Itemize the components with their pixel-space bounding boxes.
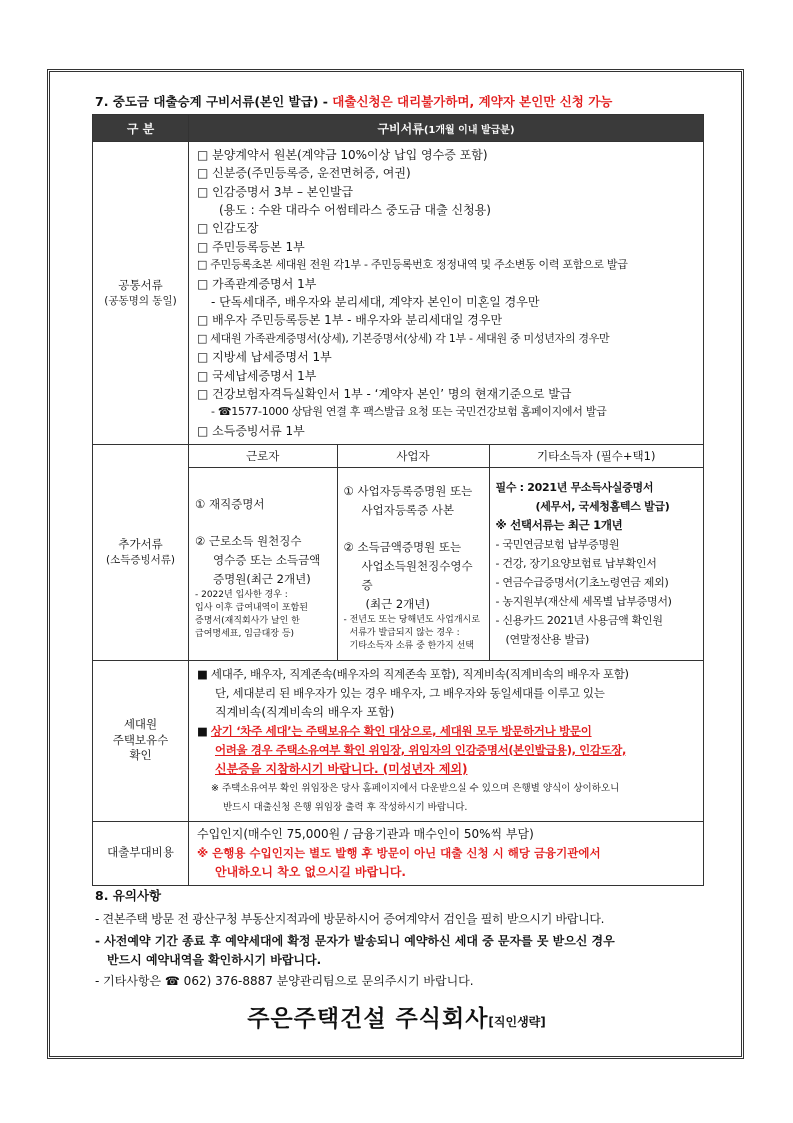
list-item: □ 분양계약서 원본(계약금 10%이상 납입 영수증 포함) [197, 147, 488, 162]
header-documents: 구비서류(1개월 이내 발급분) [189, 115, 704, 142]
section-8-title: 8. 유의사항 [95, 888, 162, 903]
income-content-row [189, 468, 703, 660]
notice-line: - 사전예약 기간 종료 후 예약세대에 확정 문자가 발송되니 예약하신 세대 중 문자를 못 받으신 경우 [95, 934, 615, 948]
row-household [93, 660, 704, 821]
notice-line: - 기타사항은 ☎ 062) 376-8887 분양관리팀으로 문의주시기 바랍니다. [95, 974, 474, 988]
list-item: - 연금수급증명서(기초노령연금 제외) [495, 576, 669, 590]
section-7-warning: 대출신청은 대리불가하며, 계약자 본인만 신청 가능 [332, 94, 613, 109]
list-item: - 농지원부(재산세 세목별 납부증명서) [495, 595, 672, 609]
col-other: 기타소득자 (필수+택1) [489, 445, 703, 468]
list-item: □ 소득증빙서류 1부 [197, 423, 305, 438]
list-item: □ 가족관계증명서 1부 [197, 276, 317, 291]
common-label-cell: 공통서류 (공동명의 동일) [93, 142, 189, 445]
list-item: - 단독세대주, 배우자와 분리세대, 계약자 본인이 미혼일 경우만 [211, 295, 540, 309]
col-business: 사업자 [337, 445, 489, 468]
list-item: □ 배우자 주민등록등본 1부 - 배우자와 분리세대일 경우만 [197, 313, 503, 328]
household-content: ■ 세대주, 배우자, 직계존속(배우자의 직계존속 포함), 직계비속(직계비속의 배우자 포함) 단, 세대분리 된 배우자가 있는 경우 배우자, 그 배우자와 동일세대를 이루고 있는 직계비속(직계비속의 배우자 포함) ■ 상기 ‘차주 세대’는 주택보유수 확인 대상으로, 세대원 모두 방문하거나 방문이 어려울 경우 주택소유여부 확인 위임장, 위임자의 인감증명서(본인발급용), 인감도장, 신분증을 지참하시기 바랍니다. (미성년자 제외) ※ 주택소유여부 확인 위임장은 당사 홈페이지에서 다운받으실 수 있으며 은행별 양식이 상이하오니 반드시 대출신청 은행 위임장 출력 후 작성하시기 바랍니다. [189, 660, 704, 821]
list-item: □ 건강보험자격득실확인서 1부 - ‘계약자 본인’ 명의 현재기준으로 발급 [197, 387, 572, 402]
loan-cost-content: 수입인지(매수인 75,000원 / 금융기관과 매수인이 50%씩 부담) ※ 은행용 수입인지는 별도 발행 후 방문이 아닌 대출 신청 시 해당 금융기관에서 안내하오니 착오 없으시길 바랍니다. [189, 821, 704, 885]
business-docs: ① 사업자등록증명원 또는 사업자등록증 사본 ② 소득금액증명원 또는 사업소득원천징수영수증 (최근 2개년) - 전년도 또는 당해년도 사업개시로 서류가 발급되지 않는 경우 : 기타소득자 소류 중 한가지 선택 [337, 468, 489, 660]
household-warning: 상기 ‘차주 세대’는 주택보유수 확인 대상으로, 세대원 모두 방문하거나 방문이 [210, 723, 592, 738]
worker-docs: ① 재직증명서 ② 근로소득 원천징수 영수증 또는 소득금액 증명원(최근 2개년) - 2022년 입사한 경우 : 입사 이후 급여내역이 포함된 증명서(재직회사가 날인 한 급여명세표, 임금대장 등) [189, 468, 337, 660]
additional-grid-cell [189, 445, 704, 661]
col-worker: 근로자 [189, 445, 337, 468]
list-item: □ 세대원 가족관계증명서(상세), 기본증명서(상세) 각 1부 - 세대원 중 미성년자의 경우만 [197, 331, 610, 345]
section-7-title: 7. 중도금 대출승계 구비서류(본인 발급) - 대출신청은 대리불가하며, 계약자 본인만 신청 가능 [95, 94, 613, 109]
list-item: □ 인감도장 [197, 221, 259, 236]
documents-table [92, 114, 704, 886]
table-header [93, 115, 704, 142]
list-item: - 국민연금보험 납부증명원 [495, 538, 620, 552]
seal-note: [직인생략] [488, 1015, 546, 1029]
list-item: □ 주민등록등본 1부 [197, 239, 305, 254]
list-item: - 건강, 장기요양보험료 납부확인서 [495, 557, 657, 571]
income-header-row [189, 445, 703, 468]
list-item: □ 주민등록초본 세대원 전원 각1부 - 주민등록번호 정정내역 및 주소변동 이력 포함으로 발급 [197, 258, 628, 272]
list-item: (용도 : 수완 대라수 어썸테라스 중도금 대출 신청용) [219, 202, 491, 217]
header-category: 구 분 [93, 115, 189, 142]
notice-line: - 견본주택 방문 전 광산구청 부동산지적과에 방문하시어 증여계약서 검인을 필히 받으시기 바랍니다. [95, 912, 605, 926]
company-name: 주은주택건설 주식회사[직인생략] [247, 1006, 546, 1032]
list-item: □ 국세납세증명서 1부 [197, 368, 317, 383]
row-additional-docs [93, 445, 704, 661]
common-items [189, 142, 704, 445]
other-docs: 필수 : 2021년 무소득사실증명서 (세무서, 국세청홈텍스 발급) ※ 선택서류는 최근 1개년 - 국민연금보험 납부증명원 - 건강, 장기요양보험료 납부확인서 - 연금수급증명서(기초노령연금 제외) - 농지원부(재산세 세목별 납부증명서) - 신용카드 2021년 사용금액 확인원 (연말정산용 발급) [489, 468, 703, 660]
row-common-docs [93, 142, 704, 445]
notice-line: 반드시 예약내역을 확인하시기 바랍니다. [107, 953, 322, 967]
list-item: □ 인감증명서 3부 – 본인발급 [197, 184, 354, 199]
list-item: □ 신분증(주민등록증, 운전면허증, 여권) [197, 166, 411, 181]
list-item: - ☎1577-1000 상담원 연결 후 팩스발급 요청 또는 국민건강보험 홈페이지에서 발급 [211, 405, 607, 419]
household-label-cell: 세대원 주택보유수 확인 [93, 660, 189, 821]
loan-cost-label: 대출부대비용 [93, 821, 189, 885]
additional-label-cell: 추가서류 (소득증빙서류) [93, 445, 189, 661]
list-item: - 신용카드 2021년 사용금액 확인원 [495, 614, 663, 628]
list-item: □ 지방세 납세증명서 1부 [197, 350, 332, 365]
income-proof-table [189, 445, 703, 660]
row-loan-cost [93, 821, 704, 885]
